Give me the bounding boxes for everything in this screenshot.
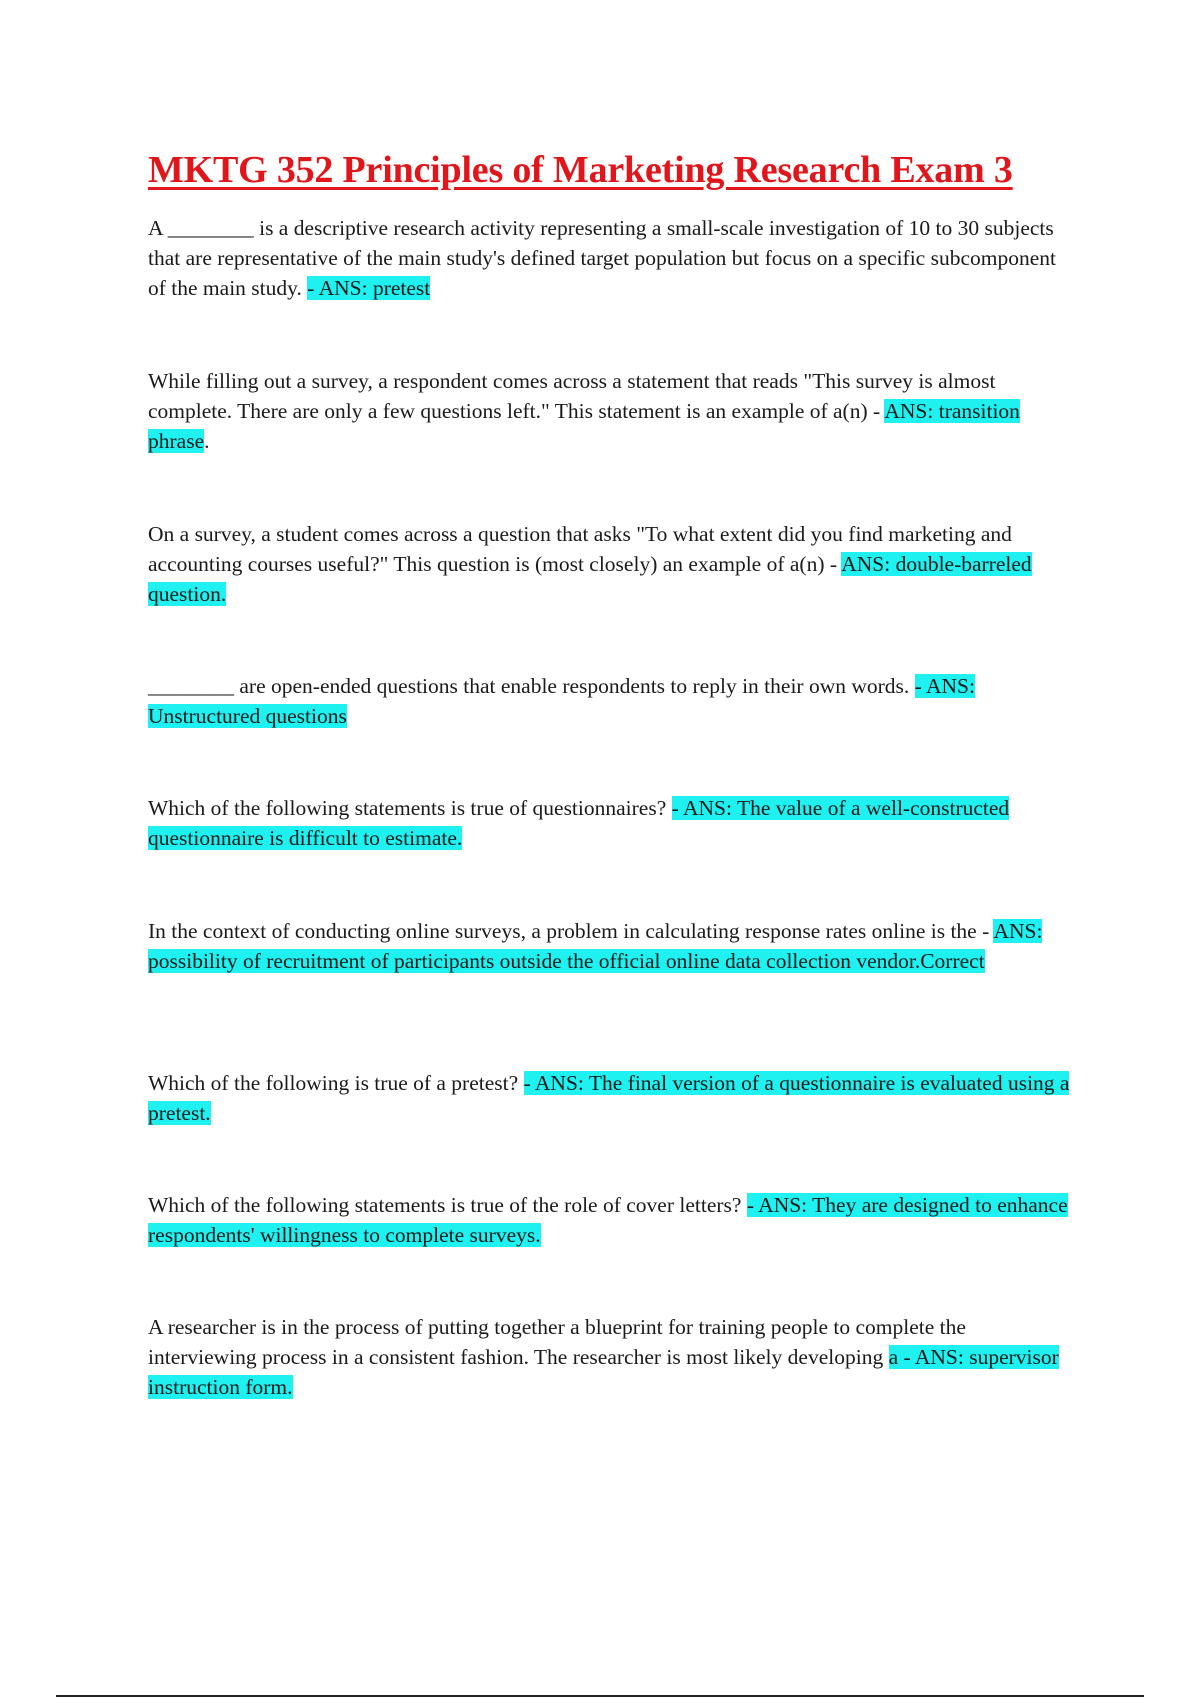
qa-item xyxy=(148,519,1078,609)
answer-suffix: . xyxy=(204,429,210,453)
answer-highlight: - ANS: The value of a well-constructed questionnaire is difficult to estimate. xyxy=(148,796,1010,850)
answer-highlight: - ANS: pretest xyxy=(307,276,431,300)
question-text: On a survey, a student comes across a question that asks "To what extent did you find marketing and accounting courses useful?" This question is (most closely) an example of a(n) - xyxy=(148,522,1012,576)
question-text: ________ are open-ended questions that enable respondents to reply in their own words. xyxy=(148,674,915,698)
question-text: Which of the following statements is true of the role of cover letters? xyxy=(148,1193,747,1217)
question-text: Which of the following is true of a pretest? xyxy=(148,1071,524,1095)
answer-highlight: - ANS: Unstructured questions xyxy=(148,674,975,728)
qa-item xyxy=(148,671,1078,731)
answer-highlight: a - ANS: supervisor instruction form. xyxy=(148,1345,1059,1399)
answer-highlight: ANS: transition phrase xyxy=(148,399,1020,453)
answer-highlight: - ANS: They are designed to enhance respondents' willingness to complete surveys. xyxy=(148,1193,1068,1247)
answer-highlight: ANS: double-barreled question. xyxy=(148,552,1032,606)
answer-highlight: - ANS: The final version of a questionnaire is evaluated using a pretest. xyxy=(148,1071,1070,1125)
qa-item xyxy=(148,1190,1078,1250)
answer-highlight: ANS: possibility of recruitment of participants outside the official online data collection vendor.Correct xyxy=(148,919,1043,973)
qa-item xyxy=(148,1068,1078,1128)
qa-item xyxy=(148,793,1078,853)
qa-item xyxy=(148,366,1078,456)
question-text: A researcher is in the process of putting together a blueprint for training people to complete the interviewing process in a consistent fashion. The researcher is most likely developing xyxy=(148,1315,966,1369)
question-text: A ________ is a descriptive research activity representing a small-scale investigation of 10 to 30 subjects that are representative of the main study's defined target population but focus on a specific subcomponent of the main study. xyxy=(148,216,1056,300)
qa-item xyxy=(148,213,1078,303)
page-bottom-rule xyxy=(56,1695,1144,1697)
qa-item xyxy=(148,916,1078,976)
document-title: MKTG 352 Principles of Marketing Research Exam 3 xyxy=(148,149,1013,191)
question-text: While filling out a survey, a respondent comes across a statement that reads "This survey is almost complete. There are only a few questions left." This statement is an example of a(n) - xyxy=(148,369,996,423)
question-text: Which of the following statements is true of questionnaires? xyxy=(148,796,672,820)
qa-item xyxy=(148,1312,1078,1402)
question-text: In the context of conducting online surveys, a problem in calculating response rates online is the - xyxy=(148,919,994,943)
